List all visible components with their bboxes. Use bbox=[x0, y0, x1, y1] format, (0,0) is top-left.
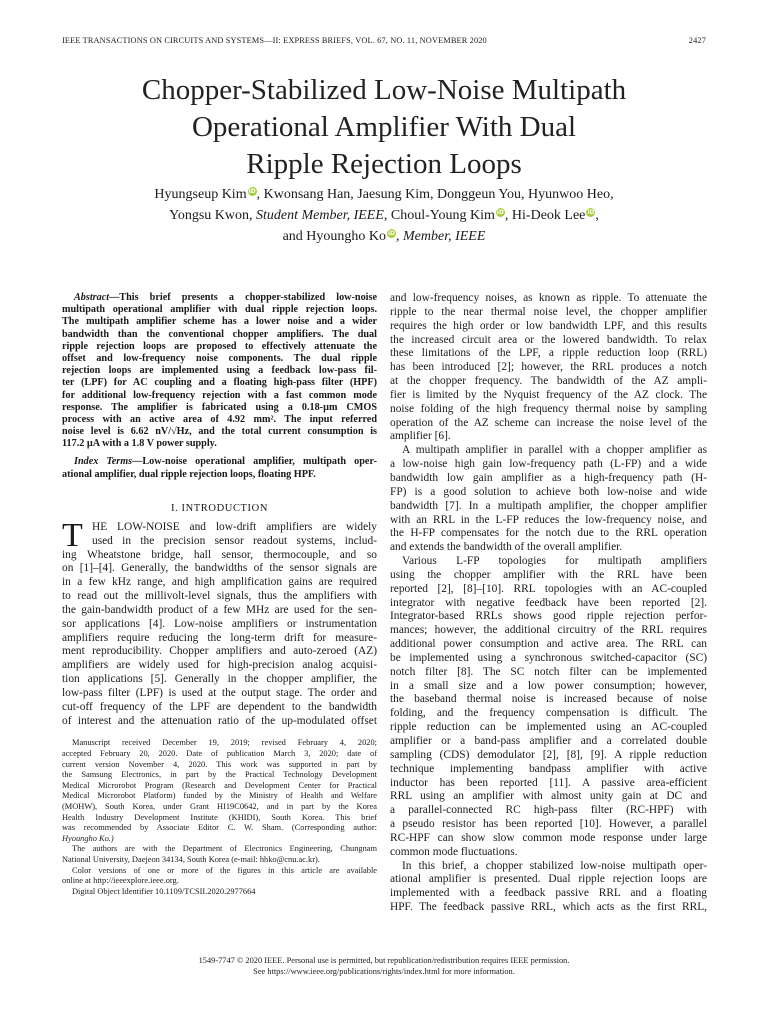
author-name: Hyungseup Kim bbox=[154, 187, 247, 202]
footnote-line: National University, Daejeon 34134, South Korea (e-mail: hhko@cnu.ac.kr). bbox=[62, 855, 320, 864]
body-line: mances; however, the additional circuitry of the RRL requires bbox=[390, 624, 707, 637]
section-heading: I. INTRODUCTION bbox=[170, 502, 269, 514]
footnote-line: (MOHW), South Korea, under Grant HI19C0642, and in part by the Korea bbox=[62, 802, 377, 812]
abstract-line: noise level is 6.62 nV/√Hz, and the total current consumption is bbox=[62, 426, 377, 438]
body-line: amplifiers are widely used for high-precision analog acquisi- bbox=[62, 659, 377, 672]
abstract-line: ripple rejection loops are proposed to effectively attenuate the bbox=[62, 340, 377, 352]
body-line: technique implementing bandpass amplifier with active bbox=[390, 762, 707, 775]
body-line: a low-noise high gain low-frequency path (L-FP) and a wide bbox=[390, 458, 707, 471]
footnote bbox=[62, 738, 377, 897]
body-line: bandwidth low gain amplifier as a high-frequency path (H- bbox=[390, 471, 707, 484]
body-line: implemented with a feedback passive RRL and a floating bbox=[390, 887, 707, 900]
abstract-line: response. The amplifier is fabricated using a 0.18-µm CMOS bbox=[62, 401, 377, 413]
body-line: requires the high order or low bandwidth LPF, and this results bbox=[390, 319, 707, 332]
body-line: at the chopper frequency. The bandwidth of the AZ ampli- bbox=[390, 375, 707, 388]
body-line: and extends the bandwidth of the overall amplifier. bbox=[390, 541, 623, 554]
dropcap-block bbox=[62, 516, 377, 554]
abstract-line: bandwidth than the conventional chopper amplifiers. The dual bbox=[62, 328, 377, 340]
orcid-icon[interactable]: iD bbox=[496, 209, 504, 216]
author-name: and Hyoungho Ko bbox=[282, 229, 386, 244]
abstract-line: multipath operational amplifier with dual ripple rejection loops. bbox=[62, 304, 377, 316]
body-line: and low-frequency noises, as known as ripple. To attenuate the bbox=[390, 292, 707, 304]
body-line: HPF. The feedback passive RRL, which acts as the first RRL, bbox=[390, 901, 707, 914]
body-line: on [1]–[4]. Generally, the bandwidths of the sensor signals are bbox=[62, 562, 377, 575]
right-column-text bbox=[390, 292, 707, 915]
body-line: ing Wheatstone bridge, hall sensor, thermocouple, and so bbox=[62, 548, 377, 561]
body-line: folding, and the frequency compensation is difficult. The bbox=[390, 707, 707, 720]
body-line: ment reproducibility. Chopper amplifiers and auto-zeroed (AZ) bbox=[62, 645, 377, 658]
body-line: using the chopper amplifier with the RRL have been bbox=[390, 568, 707, 581]
body-line: reported [2], [8]–[10]. RRL topologies with an AC-coupled bbox=[390, 582, 707, 595]
paper-title bbox=[60, 72, 708, 183]
body-line: low-pass filter (LPF) is used at the output stage. The order and bbox=[62, 686, 377, 699]
body-line: of interest and the attenuation ratio of the up-modulated offset bbox=[62, 714, 377, 727]
footnote-line: Hyoungho Ko.) bbox=[62, 833, 114, 843]
author-name: Yongsu Kwon, bbox=[169, 208, 256, 223]
right-column bbox=[390, 292, 707, 915]
body-line: used in the precision sensor readout systems, includ- bbox=[92, 534, 377, 547]
abstract-line: The multipath amplifier scheme has a lower noise and a wider bbox=[62, 316, 377, 328]
author-line bbox=[60, 205, 708, 226]
index-terms-text: —Low-noise operational amplifier, multipath oper- bbox=[132, 456, 377, 468]
orcid-icon[interactable]: iD bbox=[587, 209, 595, 216]
body-line: Various L-FP topologies for multipath amplifiers bbox=[402, 555, 707, 568]
body-line: cut-off frequency of the LPF are dependent to the bandwidth bbox=[62, 700, 377, 713]
author-names: , Kwonsang Han, Jaesung Kim, Donggeun You, Hyunwoo Heo, bbox=[256, 187, 614, 202]
body-line: ripple to the near thermal noise level, the chopper amplifier bbox=[390, 305, 707, 318]
body-line: notch filter [8]. The SC notch filter can be implemented bbox=[390, 665, 707, 678]
footnote-line: Medical Microrobot Program (Research and Development Center for Practical bbox=[62, 780, 377, 790]
author-list bbox=[60, 184, 708, 247]
body-line: HE LOW-NOISE and low-drift amplifiers are widely bbox=[92, 520, 377, 533]
abstract bbox=[62, 292, 377, 304]
body-line: has been introduced [2]; however, the RRL produces a notch bbox=[390, 361, 707, 374]
body-line: a parallel-connected RC high-pass filter (RC-HPF) with bbox=[390, 804, 707, 817]
body-line: the gain-bandwidth product of a few MHz are used for the sen- bbox=[62, 603, 377, 616]
body-line: integrator with negative feedback have been reported [2]. bbox=[390, 596, 707, 609]
footnote-line: Manuscript received December 19, 2019; revised February 4, 2020; bbox=[72, 738, 377, 748]
abstract-text: —This brief presents a chopper-stabilized low-noise bbox=[109, 292, 377, 303]
body-line: amplifier [6]. bbox=[390, 430, 451, 443]
abstract-line: 117.2 µA with a 1.8 V power supply. bbox=[62, 438, 217, 450]
body-line: the baseband thermal noise is increased because of noise bbox=[390, 693, 707, 706]
author-membership: Member, IEEE bbox=[403, 229, 486, 244]
body-line: to read out the millivolt-level signals, thus the amplifiers with bbox=[62, 590, 377, 603]
body-line: fier is limited by the Nyquist frequency of the AZ clock. The bbox=[390, 388, 707, 401]
body-line: inductor has been reported [11]. A passive area-efficient bbox=[390, 776, 707, 789]
journal-name: IEEE TRANSACTIONS ON CIRCUITS AND SYSTEMS—II: EXPRESS BRIEFS, VOL. 67, NO. 11, NOVEMBER 2020 bbox=[62, 36, 487, 45]
footnote-line: accepted February 20, 2020. Date of publication March 3, 2020; date of bbox=[62, 749, 377, 759]
footnote-color-note bbox=[62, 866, 377, 887]
index-terms bbox=[62, 456, 377, 480]
footnote-line: Color versions of one or more of the figures in this article are available bbox=[72, 865, 377, 875]
body-line: ational amplifier is presented. Dual ripple rejection loops are bbox=[390, 873, 707, 886]
body-line: amplifiers require reducing the long-term drift for measure- bbox=[62, 631, 377, 644]
running-header bbox=[62, 36, 706, 45]
body-line: a pseudo resistor has been reported [10]. However, a parallel bbox=[390, 818, 707, 831]
title-line: Operational Amplifier With Dual bbox=[191, 111, 577, 143]
body-line: bandwidth [7]. In a multipath amplifier, the chopper amplifier bbox=[390, 499, 707, 512]
body-line: be implemented using a synchronous switched-capacitor (SC) bbox=[390, 651, 707, 664]
index-terms-label: Index Terms bbox=[74, 456, 133, 468]
body-line: additional power consumption and active area. The RRL can bbox=[390, 638, 707, 651]
orcid-icon[interactable]: iD bbox=[387, 230, 396, 237]
author-name: , Hi-Deok Lee bbox=[504, 208, 586, 223]
footnote-line: was recommended by Associate Editor C. W. Sham. (Corresponding author: bbox=[62, 823, 377, 833]
body-line: the H-FP compensates for the notch due to the RRL operation bbox=[390, 527, 707, 540]
footnote-affiliation bbox=[62, 844, 377, 865]
copyright-footer bbox=[62, 955, 706, 977]
body-line: with an RRL in the L-FP reduces the low-frequency noise, and bbox=[390, 513, 707, 526]
abstract-line: offset and low-frequency noise components. The dual ripple bbox=[62, 352, 377, 364]
separator: , bbox=[396, 229, 403, 244]
body-line: Integrator-based RRLs shows good ripple rejection perfor- bbox=[390, 610, 707, 623]
page-number: 2427 bbox=[688, 36, 706, 45]
body-line: common mode fluctuations. bbox=[390, 845, 518, 858]
separator: , bbox=[595, 208, 599, 223]
footnote-text bbox=[62, 738, 377, 833]
body-line: tion applications [5]. Generally in the chopper amplifier, the bbox=[62, 673, 377, 686]
title-line: Ripple Rejection Loops bbox=[246, 148, 522, 180]
footnote-line: the Samsung Electronics, in part by the Practical Technology Development bbox=[62, 770, 377, 780]
author-line bbox=[60, 226, 708, 247]
body-line: A multipath amplifier in parallel with a chopper amplifier as bbox=[402, 444, 707, 457]
footnote-line: online at http://ieeexplore.ieee.org. bbox=[62, 876, 179, 886]
footnote-line: Health Industry Development Institute (KHIDI), South Korea. This brief bbox=[62, 812, 377, 822]
body-line: amplifier or a band-pass amplifier and a correlated double bbox=[390, 735, 707, 747]
footnote-line: current version November 4, 2020. This work was supported in part by bbox=[62, 759, 377, 769]
body-line: in a small size and a low power consumption; however, bbox=[390, 679, 707, 692]
author-name: , Choul-Young Kim bbox=[383, 208, 495, 223]
body-line: FP) is a good solution to achieve both low-noise and wide bbox=[390, 485, 707, 498]
abstract-line: for additional low-frequency rejection with a fast common mode bbox=[62, 389, 377, 401]
footnote-line: Medical Microrobot Platform) funded by the Ministry of Health and Welfare bbox=[62, 791, 377, 801]
body-line: ripple reduction can be implemented using an AC-coupled bbox=[390, 721, 707, 734]
body-line: in a few kHz range, and high amplification gains are required bbox=[62, 576, 377, 589]
author-line bbox=[60, 184, 708, 205]
body-line: RRL using an amplifier with almost unity gain at DC and bbox=[390, 790, 707, 803]
body-line: the increased circuit area or the lowered bandwidth. To relax bbox=[390, 333, 707, 346]
intro-text bbox=[62, 549, 377, 729]
body-line: noise folding of the high frequency thermal noise by sampling bbox=[390, 402, 707, 415]
dropcap: T bbox=[62, 516, 83, 554]
footnote-line: The authors are with the Department of Electronics Engineering, Chungnam bbox=[72, 844, 377, 854]
abstract-body bbox=[62, 304, 377, 450]
body-line: RC-HPF can show slow common mode response under large bbox=[390, 831, 707, 844]
abstract-line bbox=[62, 292, 377, 304]
doi[interactable]: Digital Object Identifier 10.1109/TCSII.2020.2977664 bbox=[72, 886, 256, 896]
introduction bbox=[62, 516, 377, 729]
body-line: these limitations of the LPF, a ripple reduction loop (RRL) bbox=[390, 347, 707, 360]
body-line: operation of the AZ scheme can increase the noise level of the bbox=[390, 416, 707, 429]
index-terms-line bbox=[62, 456, 377, 468]
body-line: sampling (CDS) demodulator [2], [8], [9]. A ripple reduction bbox=[390, 748, 707, 761]
abstract-line: rejection loops are implemented using a feedback low-pass fil- bbox=[62, 365, 377, 377]
author-membership: Student Member, IEEE bbox=[256, 208, 384, 223]
title-line: Chopper-Stabilized Low-Noise Multipath bbox=[141, 74, 627, 106]
body-line: sor applications [4]. Low-noise amplifiers or instrumentation bbox=[62, 617, 377, 630]
abstract-line: process with an active area of 4.92 mm². The input referred bbox=[62, 413, 377, 425]
index-terms-line: ational amplifier, dual ripple rejection loops, floating HPF. bbox=[62, 468, 316, 480]
abstract-label: Abstract bbox=[74, 292, 110, 303]
rights-link-line[interactable]: See https://www.ieee.org/publications/rights/index.html for more information. bbox=[253, 967, 515, 976]
orcid-icon[interactable]: iD bbox=[248, 188, 256, 195]
left-column bbox=[62, 292, 377, 897]
copyright-line: 1549-7747 © 2020 IEEE. Personal use is permitted, but republication/redistribution requires IEEE permission. bbox=[198, 956, 570, 965]
abstract-line: ter (LPF) for AC coupling and a floating high-pass filter (HPF) bbox=[62, 377, 377, 389]
body-line: In this brief, a chopper stabilized low-noise multipath oper- bbox=[402, 859, 707, 872]
